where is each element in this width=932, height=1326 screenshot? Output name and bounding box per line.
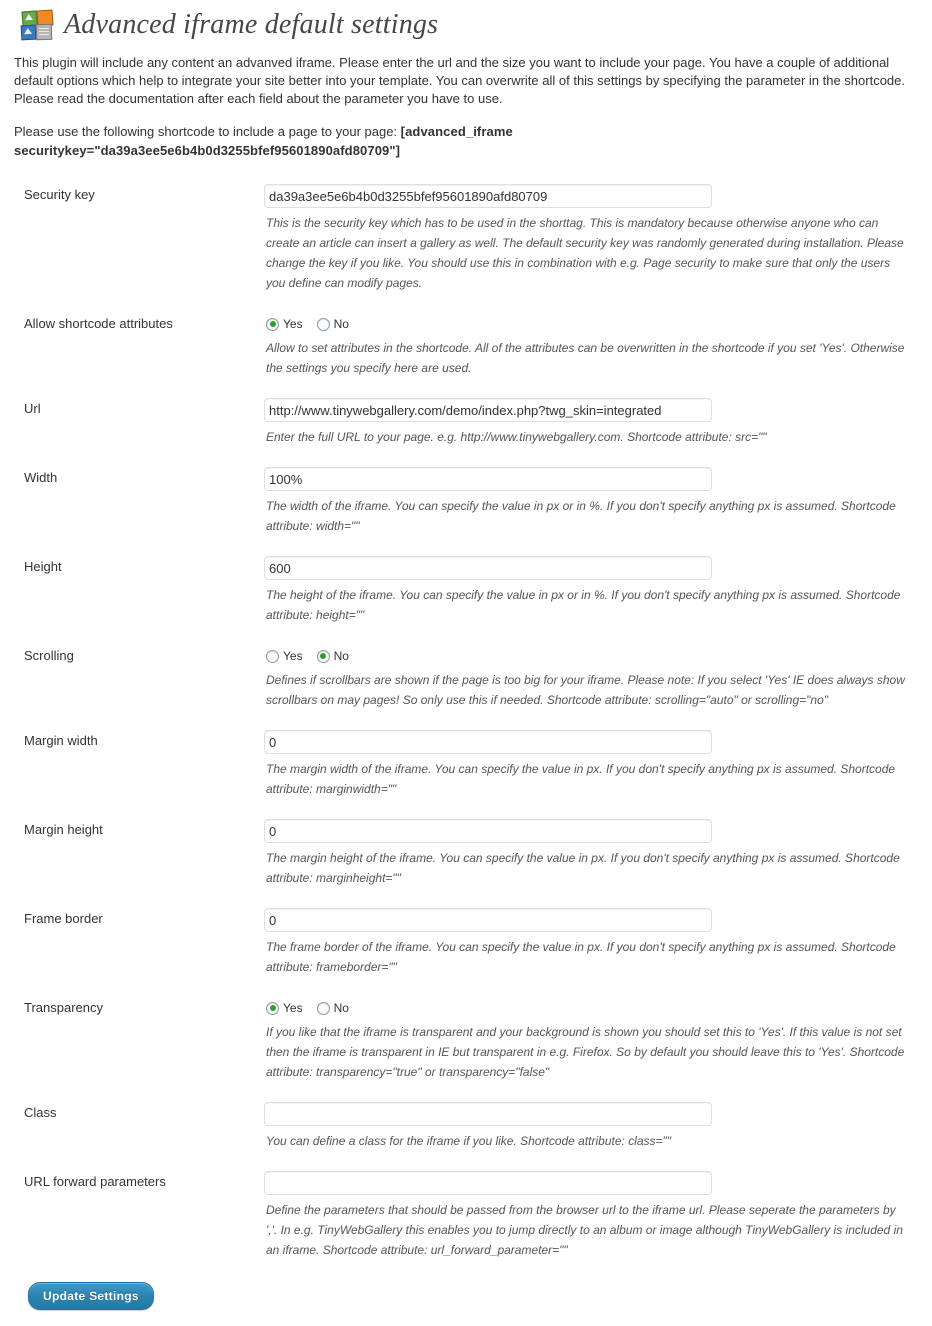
field-label: Margin height [24, 822, 103, 837]
radio-option-label: No [333, 317, 349, 331]
field-description: The margin height of the iframe. You can specify the value in px. If you don't specify anything px is assumed. Shortcode attribute: marginheight="" [266, 851, 900, 885]
radio-unchecked-icon[interactable] [317, 1002, 330, 1015]
radio-checked-icon[interactable] [266, 1002, 279, 1015]
field-description: The height of the iframe. You can specify the value in px or in %. If you don't specify anything px is assumed. Shortcode attribute: height="" [266, 588, 901, 622]
field-label: Url [24, 401, 41, 416]
field-description: Enter the full URL to your page. e.g. http://www.tinywebgallery.com. Shortcode attribute: src="" [266, 430, 767, 444]
radio-option[interactable] [266, 649, 303, 663]
field-label: Scrolling [24, 648, 74, 663]
settings-form-body [14, 174, 919, 1270]
form-row [14, 546, 919, 635]
update-settings-button[interactable]: Update Settings [28, 1282, 154, 1310]
field-input[interactable] [264, 1171, 712, 1195]
field-input[interactable] [264, 556, 712, 580]
form-row [14, 898, 919, 987]
radio-unchecked-icon[interactable] [266, 650, 279, 663]
radio-option[interactable] [317, 1001, 349, 1015]
radio-option[interactable] [266, 1001, 303, 1015]
form-row [14, 720, 919, 809]
field-description: The margin width of the iframe. You can specify the value in px. If you don't specify anything px is assumed. Shortcode attribute: marginwidth="" [266, 762, 896, 796]
form-row [14, 457, 919, 546]
radio-option-label: Yes [283, 317, 303, 331]
field-description: Defines if scrollbars are shown if the page is too big for your iframe. Please note: If you select 'Yes' IE does always show scrollbars on may pages! So only use this if needed. Shortcode attribute: scrolling="auto" or scrolling="no" [266, 673, 905, 707]
form-row [14, 1092, 919, 1161]
shortcode-value: [advanced_iframe securitykey="da39a3ee5e6b4b0d3255bfef95601890afd80709"] [14, 124, 513, 158]
field-label: Margin width [24, 733, 98, 748]
field-input[interactable] [264, 730, 712, 754]
field-label: Class [24, 1105, 57, 1120]
radio-checked-icon[interactable] [266, 318, 279, 331]
field-description: This is the security key which has to be used in the shorttag. This is mandatory because otherwise anyone who can create an article can insert a gallery as well. The default security key was randomly generated during installation. Please change the key if you like. You should use this in combination with e.g. Page security to make sure that only the users you define can modify pages. [266, 216, 904, 290]
field-cell [264, 1161, 919, 1270]
form-row [14, 388, 919, 457]
field-label: Transparency [24, 1000, 103, 1015]
shortcode-hint [14, 122, 594, 160]
radio-unchecked-icon[interactable] [317, 318, 330, 331]
field-label: URL forward parameters [24, 1174, 166, 1189]
field-cell [264, 635, 919, 720]
field-cell [264, 174, 919, 303]
field-cell [264, 809, 919, 898]
field-label: Allow shortcode attributes [24, 316, 173, 331]
field-input[interactable] [264, 1102, 712, 1126]
form-row [14, 809, 919, 898]
field-description: Allow to set attributes in the shortcode. All of the attributes can be overwritten in the shortcode if you set 'Yes'. Otherwise the settings you specify here are used. [266, 341, 905, 375]
field-label: Frame border [24, 911, 103, 926]
radio-group [266, 315, 909, 333]
icon-square-gray [36, 24, 53, 41]
form-row [14, 303, 919, 388]
shortcode-hint-text: Please use the following shortcode to include a page to your page: [14, 124, 401, 139]
intro-paragraph: This plugin will include any content an advanved iframe. Please enter the url and the size you want to include your page. You have a couple of additional default options which help to integrate your site better into your template. You can overwrite all of this settings by specifying the parameter in the shortcode. Please read the documentation after each field about the parameter you have to use. [14, 55, 906, 106]
field-input[interactable] [264, 467, 712, 491]
field-cell [264, 898, 919, 987]
radio-option-label: Yes [283, 649, 303, 663]
radio-group [266, 647, 909, 665]
field-input[interactable] [264, 819, 712, 843]
field-cell [264, 1092, 919, 1161]
radio-group [266, 999, 909, 1017]
field-cell [264, 720, 919, 809]
page-header [14, 0, 918, 46]
field-description: If you like that the iframe is transparent and your background is shown you should set this to 'Yes'. If this value is not set then the iframe is transparent in IE but transparent in e.g. Firefox. So by default you should leave this to 'Yes'. Shortcode attribute: transparency="true" or transparency="false" [266, 1025, 905, 1079]
radio-option[interactable] [266, 317, 303, 331]
radio-option-label: Yes [283, 1001, 303, 1015]
field-cell [264, 303, 919, 388]
form-row [14, 987, 919, 1092]
field-cell [264, 388, 919, 457]
field-cell [264, 546, 919, 635]
page-title: Advanced iframe default settings [64, 9, 439, 40]
form-row [14, 1161, 919, 1270]
radio-option-label: No [333, 649, 349, 663]
submit-area [14, 1270, 918, 1326]
radio-option[interactable] [317, 649, 349, 663]
field-label: Security key [24, 187, 95, 202]
field-cell [264, 987, 919, 1092]
field-description: Define the parameters that should be passed from the browser url to the iframe url. Please seperate the parameters by ','. In e.g. TinyWebGallery this enables you to jump directly to an album or image although TinyWebGallery is included in an iframe. Shortcode attribute: url_forward_parameter="" [266, 1203, 903, 1257]
form-row [14, 174, 919, 303]
field-description: The width of the iframe. You can specify the value in px or in %. If you don't specify anything px is assumed. Shortcode attribute: width="" [266, 499, 896, 533]
radio-option-label: No [333, 1001, 349, 1015]
field-description: You can define a class for the iframe if you like. Shortcode attribute: class="" [266, 1134, 672, 1148]
field-input[interactable] [264, 908, 712, 932]
plugin-squares-icon [20, 10, 54, 40]
icon-square-blue [21, 25, 37, 41]
field-label: Width [24, 470, 58, 485]
radio-option[interactable] [317, 317, 349, 331]
field-cell [264, 457, 919, 546]
field-input[interactable] [264, 398, 712, 422]
field-input[interactable] [264, 184, 712, 208]
form-row [14, 635, 919, 720]
radio-checked-icon[interactable] [317, 650, 330, 663]
field-label: Height [24, 559, 62, 574]
field-description: The frame border of the iframe. You can specify the value in px. If you don't specify anything px is assumed. Shortcode attribute: frameborder="" [266, 940, 896, 974]
settings-form-table [14, 174, 919, 1270]
